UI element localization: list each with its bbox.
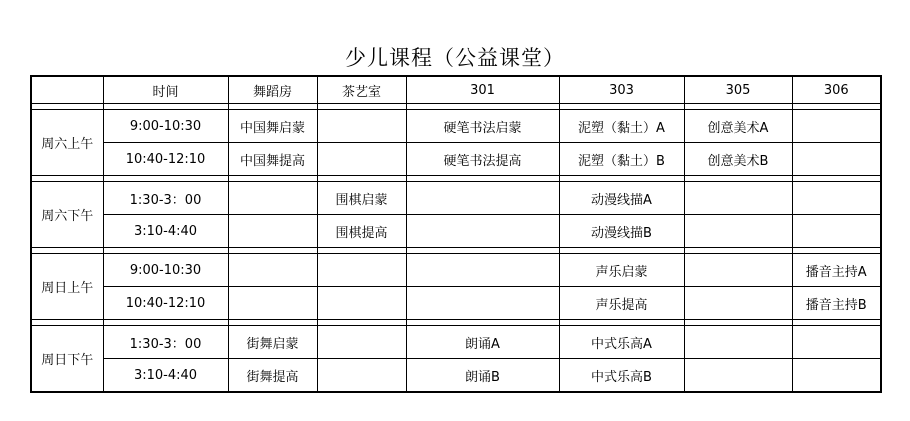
course-cell	[406, 287, 559, 320]
course-cell	[684, 359, 792, 393]
course-cell: 播音主持B	[792, 287, 881, 320]
table-row	[31, 254, 881, 287]
column-header: 305	[684, 76, 792, 104]
course-cell: 泥塑（黏土）A	[559, 110, 684, 143]
course-cell: 硬笔书法启蒙	[406, 110, 559, 143]
time-cell: 10:40-12:10	[103, 143, 228, 176]
course-cell: 中式乐高B	[559, 359, 684, 393]
time-cell: 1:30-3：00	[103, 182, 228, 215]
course-cell	[792, 359, 881, 393]
course-cell	[406, 182, 559, 215]
course-cell	[792, 326, 881, 359]
course-cell: 朗诵B	[406, 359, 559, 393]
period-cell: 周日下午	[31, 326, 103, 393]
course-cell	[317, 326, 406, 359]
course-cell: 围棋提高	[317, 215, 406, 248]
course-cell	[317, 143, 406, 176]
column-header: 舞蹈房	[228, 76, 317, 104]
table-row	[31, 287, 881, 320]
course-cell: 创意美术A	[684, 110, 792, 143]
time-cell: 10:40-12:10	[103, 287, 228, 320]
time-cell: 3:10-4:40	[103, 359, 228, 393]
time-cell: 1:30-3：00	[103, 326, 228, 359]
course-cell: 朗诵A	[406, 326, 559, 359]
course-cell	[317, 110, 406, 143]
column-header: 303	[559, 76, 684, 104]
course-cell	[228, 287, 317, 320]
course-cell	[317, 359, 406, 393]
period-cell: 周六下午	[31, 182, 103, 248]
course-cell	[792, 182, 881, 215]
course-cell: 中国舞提高	[228, 143, 317, 176]
course-cell: 中国舞启蒙	[228, 110, 317, 143]
table-row	[31, 359, 881, 393]
page-title: 少儿课程（公益课堂）	[345, 46, 565, 70]
table-row	[31, 182, 881, 215]
course-cell: 硬笔书法提高	[406, 143, 559, 176]
table-row	[31, 110, 881, 143]
course-cell: 动漫线描A	[559, 182, 684, 215]
course-cell: 街舞提高	[228, 359, 317, 393]
course-cell	[684, 287, 792, 320]
header-corner-cell	[31, 76, 103, 104]
column-header: 时间	[103, 76, 228, 104]
schedule-table	[30, 75, 882, 393]
time-cell: 3:10-4:40	[103, 215, 228, 248]
course-cell	[684, 215, 792, 248]
course-cell	[792, 110, 881, 143]
header-row	[31, 76, 881, 104]
time-cell: 9:00-10:30	[103, 254, 228, 287]
course-cell	[228, 215, 317, 248]
course-cell	[684, 254, 792, 287]
course-cell	[317, 287, 406, 320]
course-cell	[684, 182, 792, 215]
column-header: 301	[406, 76, 559, 104]
course-cell: 街舞启蒙	[228, 326, 317, 359]
course-cell: 中式乐高A	[559, 326, 684, 359]
course-cell	[792, 143, 881, 176]
course-cell	[317, 254, 406, 287]
course-cell	[228, 182, 317, 215]
course-cell: 泥塑（黏土）B	[559, 143, 684, 176]
column-header: 306	[792, 76, 881, 104]
course-cell	[406, 215, 559, 248]
course-cell	[684, 326, 792, 359]
course-cell: 声乐启蒙	[559, 254, 684, 287]
course-cell	[406, 254, 559, 287]
table-row	[31, 215, 881, 248]
table-row	[31, 143, 881, 176]
period-cell: 周六上午	[31, 110, 103, 176]
course-cell: 动漫线描B	[559, 215, 684, 248]
period-cell: 周日上午	[31, 254, 103, 320]
column-header: 茶艺室	[317, 76, 406, 104]
course-cell	[228, 254, 317, 287]
course-cell: 播音主持A	[792, 254, 881, 287]
course-cell: 声乐提高	[559, 287, 684, 320]
course-cell	[792, 215, 881, 248]
course-cell: 创意美术B	[684, 143, 792, 176]
table-row	[31, 326, 881, 359]
course-cell: 围棋启蒙	[317, 182, 406, 215]
time-cell: 9:00-10:30	[103, 110, 228, 143]
